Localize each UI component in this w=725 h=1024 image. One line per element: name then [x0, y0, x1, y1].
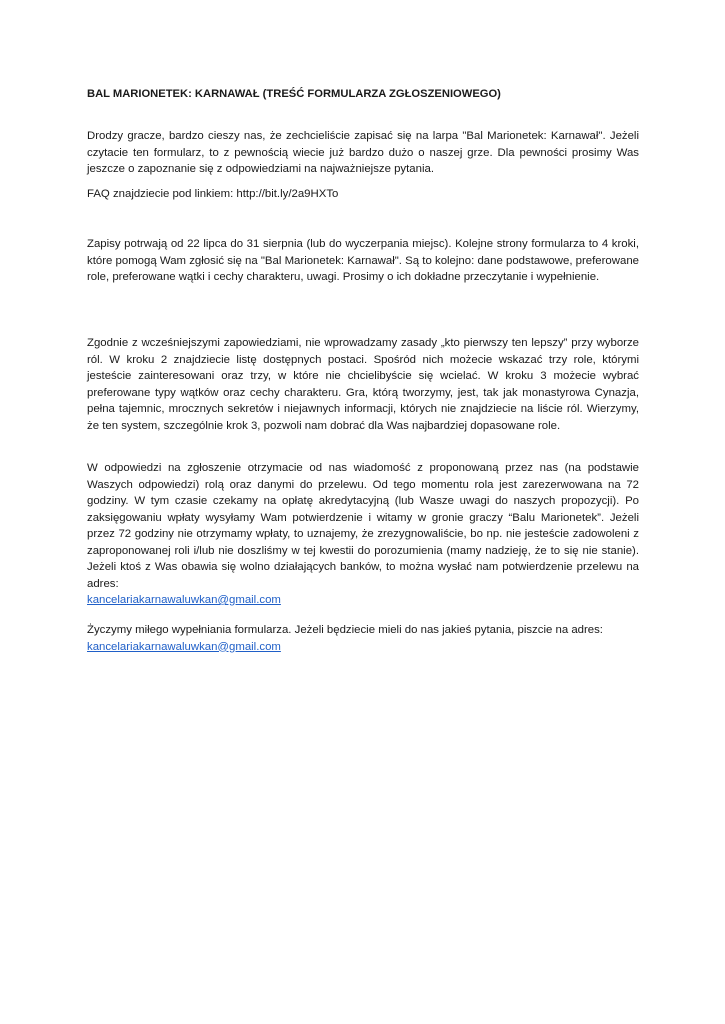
intro-paragraph: Drodzy gracze, bardzo cieszy nas, że zechcieliście zapisać się na larpa "Bal Marionetek: Karnawał". Jeżeli czytacie ten formularz, to z pewnością wiecie już bardzo dużo o naszej grze. Dla pewności prosimy Was jeszcze o zapoznanie się z odpowiedziami na najważniejsze pytania.	[87, 130, 639, 175]
payment-paragraph	[87, 460, 639, 609]
roles-paragraph: Zgodnie z wcześniejszymi zapowiedziami, nie wprowadzamy zasady „kto pierwszy ten lepszy” przy wyborze ról. W kroku 2 znajdziecie listę dostępnych postaci. Spośród nich możecie wskazać trzy role, którymi jesteście zainteresowani oraz trzy, w które nie chcielibyście się wcielać. W kroku 3 możecie wybrać preferowane typy wątków oraz cechy charakteru. Gra, którą tworzymy, jest, tak jak monastyrowa Cynazja, pełna tajemnic, mrocznych sekretów i niejawnych informacji, których nie znajdziecie na liście ról. Wierzymy, że ten system, szczególnie krok 3, pozwoli nam dobrać dla Was najbardziej dopasowane role.	[87, 337, 639, 432]
registration-paragraph: Zapisy potrwają od 22 lipca do 31 sierpnia (lub do wyczerpania miejsc). Kolejne strony formularza to 4 kroki, które pomogą Wam zgłosić się na "Bal Marionetek: Karnawał". Są to kolejno: dane podstawowe, preferowane role, preferowane wątki i cechy charakteru, uwagi. Prosimy o ich dokładne przeczytanie i wypełnienie.	[87, 238, 639, 283]
document-title: BAL MARIONETEK: KARNAWAŁ (TREŚĆ FORMULARZA ZGŁOSZENIOWEGO)	[87, 88, 501, 100]
closing-text: Życzymy miłego wypełniania formularza. Jeżeli będziecie mieli do nas jakieś pytania, piszcie na adres:	[87, 624, 603, 636]
payment-email-link[interactable]: kancelariakarnawaluwkan@gmail.com	[87, 594, 281, 606]
closing-paragraph	[87, 622, 639, 655]
payment-text: W odpowiedzi na zgłoszenie otrzymacie od nas wiadomość z proponowaną przez nas (na podstawie Waszych odpowiedzi) rolą oraz danymi do przelewu. Od tego momentu rola jest zarezerwowana na 72 godziny. W tym czasie czekamy na opłatę akredytacyjną (lub Wasze uwagi do naszych propozycji). Po zaksięgowaniu wpłaty wysyłamy Wam potwierdzenie i witamy w gronie graczy “Balu Marionetek”. Jeżeli przez 72 godziny nie otrzymamy wpłaty, to uznajemy, że zrezygnowaliście, bo np. nie jesteście zadowoleni z zaproponowanej roli i/lub nie doszliśmy w tej kwestii do porozumienia (mamy nadzieję, że to się nie stanie). Jeżeli ktoś z Was obawia się wolno działających banków, to można wysłać nam potwierdzenie przelewu na adres:	[87, 462, 639, 590]
closing-email-link[interactable]: kancelariakarnawaluwkan@gmail.com	[87, 640, 281, 653]
faq-paragraph: FAQ znajdziecie pod linkiem: http://bit.ly/2a9HXTo	[87, 188, 339, 200]
